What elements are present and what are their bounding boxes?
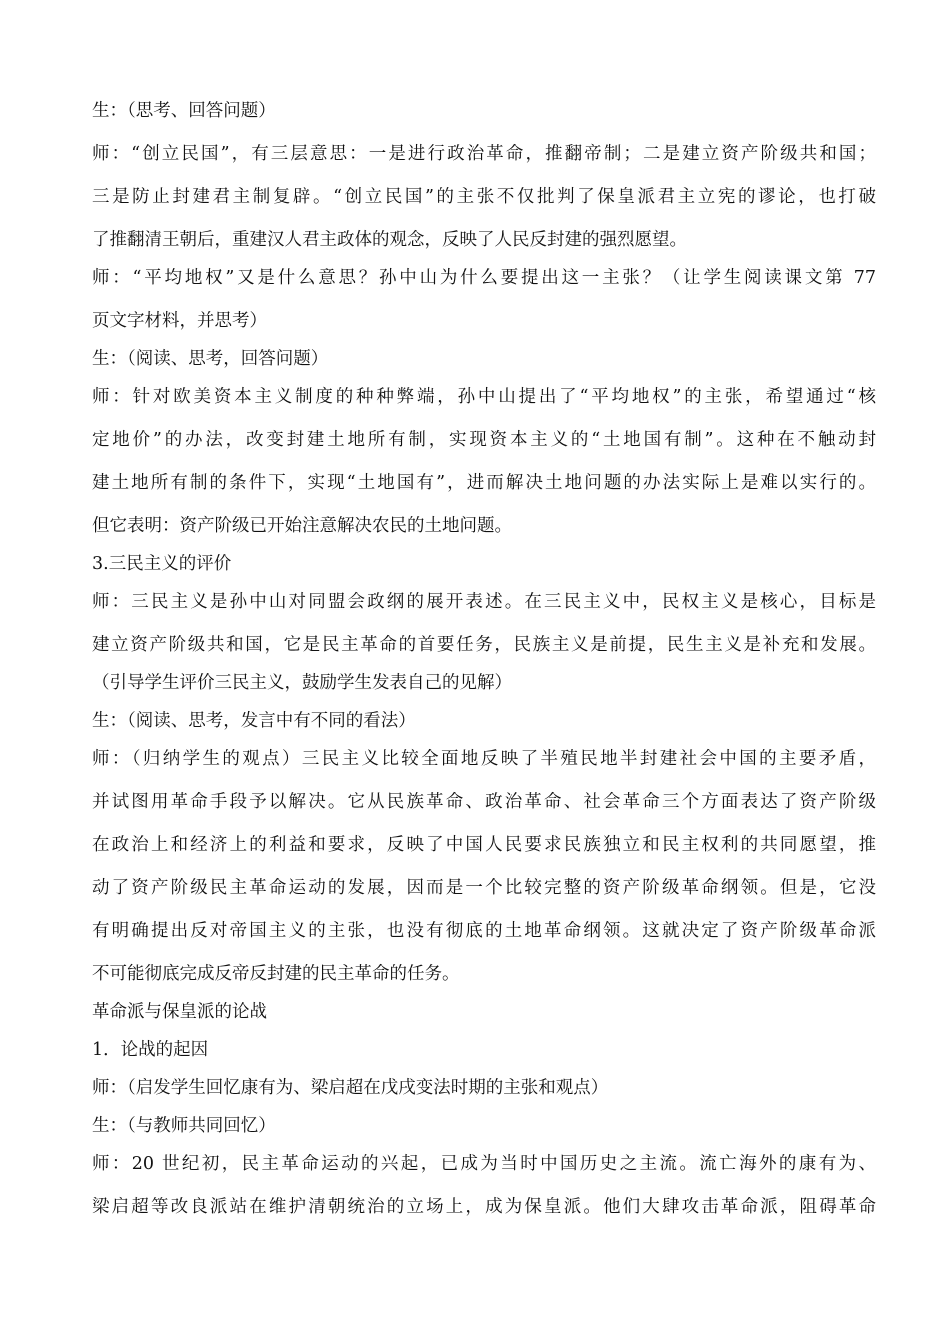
- text-line: 定地价”的办法，改变封建土地所有制，实现资本主义的“土地国有制”。这种在不触动封: [92, 430, 876, 450]
- text-line: 师：20 世纪初，民主革命运动的兴起，已成为当时中国历史之主流。流亡海外的康有为、: [92, 1154, 876, 1174]
- subsection-heading: 1．论战的起因: [92, 1040, 209, 1060]
- text-line: 了推翻清王朝后，重建汉人君主政体的观念，反映了人民反封建的强烈愿望。: [92, 230, 687, 250]
- text-line: 页文字材料，并思考）: [92, 311, 267, 331]
- text-line: 但它表明：资产阶级已开始注意解决农民的土地问题。: [92, 516, 512, 536]
- text-line: 动了资产阶级民主革命运动的发展，因而是一个比较完整的资产阶级革命纲领。但是，它没: [92, 878, 876, 898]
- text-line: 师：“平均地权”又是什么意思？孙中山为什么要提出这一主张？（让学生阅读课文第 77: [92, 268, 876, 288]
- text-line: 生：（阅读、思考，回答问题）: [92, 349, 329, 369]
- text-line: 师：针对欧美资本主义制度的种种弊端，孙中山提出了“平均地权”的主张，希望通过“核: [92, 387, 876, 407]
- text-line: （引导学生评价三民主义，鼓励学生发表自己的见解）: [92, 673, 512, 693]
- text-line: 三是防止封建君主制复辟。“创立民国”的主张不仅批判了保皇派君主立宪的谬论，也打破: [92, 187, 876, 207]
- text-line: 生：（与教师共同回忆）: [92, 1116, 276, 1136]
- text-line: 不可能彻底完成反帝反封建的民主革命的任务。: [92, 964, 460, 984]
- text-line: 并试图用革命手段予以解决。它从民族革命、政治革命、社会革命三个方面表达了资产阶级: [92, 792, 876, 812]
- text-line: 梁启超等改良派站在维护清朝统治的立场上，成为保皇派。他们大肆攻击革命派，阻碍革命: [92, 1197, 876, 1217]
- text-line: 建立资产阶级共和国，它是民主革命的首要任务，民族主义是前提，民生主义是补充和发展。: [92, 635, 876, 655]
- text-line: 师：（启发学生回忆康有为、梁启超在戊戌变法时期的主张和观点）: [92, 1078, 609, 1098]
- section-heading: 革命派与保皇派的论战: [92, 1002, 267, 1022]
- text-line: 在政治上和经济上的利益和要求，反映了中国人民要求民族独立和民主权利的共同愿望，推: [92, 835, 876, 855]
- text-line: 生：（阅读、思考，发言中有不同的看法）: [92, 711, 416, 731]
- text-line: 师：三民主义是孙中山对同盟会政纲的展开表述。在三民主义中，民权主义是核心，目标是: [92, 592, 876, 612]
- section-heading: 3.三民主义的评价: [92, 554, 232, 574]
- text-line: 师：（归纳学生的观点）三民主义比较全面地反映了半殖民地半封建社会中国的主要矛盾，: [92, 749, 876, 769]
- text-line: 建土地所有制的条件下，实现“土地国有”，进而解决土地问题的办法实际上是难以实行的。: [92, 473, 876, 493]
- text-line: 生：（思考、回答问题）: [92, 101, 276, 121]
- document-page: [92, 96, 876, 1235]
- text-line: 师：“创立民国”，有三层意思：一是进行政治革命，推翻帝制；二是建立资产阶级共和国；: [92, 144, 876, 164]
- text-line: 有明确提出反对帝国主义的主张，也没有彻底的土地革命纲领。这就决定了资产阶级革命派: [92, 921, 876, 941]
